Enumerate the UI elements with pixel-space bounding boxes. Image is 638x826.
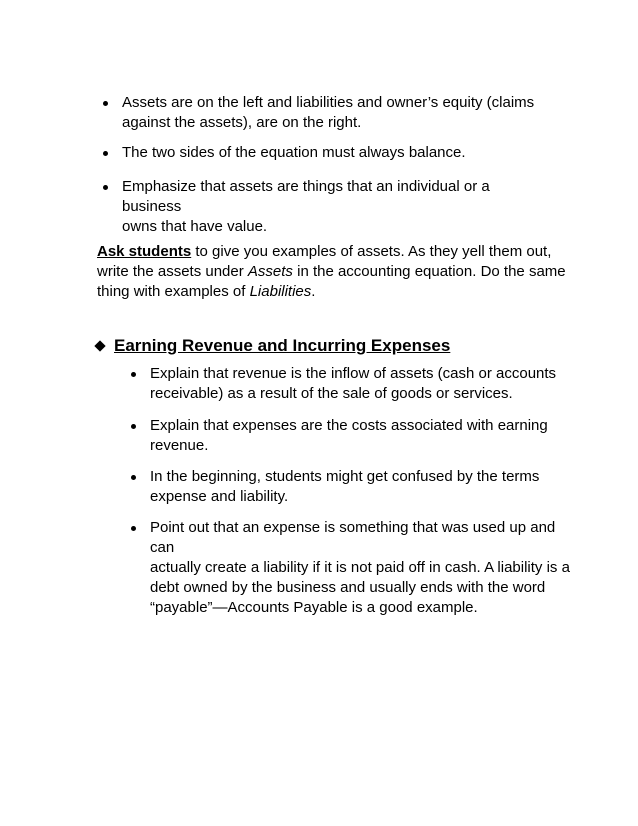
bullet-line: The two sides of the equation must always balance. bbox=[122, 144, 466, 161]
bullet-icon bbox=[103, 151, 108, 156]
bullet-line: expense and liability. bbox=[150, 488, 289, 505]
paragraph-text: in the accounting equation. Do the same bbox=[292, 263, 566, 280]
ask-students-paragraph bbox=[97, 242, 577, 302]
paragraph-text: thing with examples of bbox=[97, 283, 250, 300]
section-heading-row bbox=[95, 335, 595, 359]
bullet-icon bbox=[131, 475, 136, 480]
bullet-line: In the beginning, students might get confused by the terms bbox=[150, 468, 540, 485]
bullet-line: debt owned by the business and usually ends with the word bbox=[150, 579, 546, 596]
bullet-line: receivable) as a result of the sale of goods or services. bbox=[150, 385, 513, 402]
paragraph-text: write the assets under bbox=[97, 263, 248, 280]
paragraph-line bbox=[97, 262, 577, 282]
bullet-line: Point out that an expense is something that was used up and can bbox=[150, 519, 556, 556]
bullet-line: “payable”—Accounts Payable is a good example. bbox=[150, 599, 478, 616]
liabilities-term: Liabilities bbox=[249, 283, 312, 300]
bullet-icon bbox=[131, 372, 136, 377]
paragraph-text: to give you examples of assets. As they yell them out, bbox=[191, 243, 552, 260]
section-heading: Earning Revenue and Incurring Expenses bbox=[114, 336, 451, 355]
paragraph-line bbox=[97, 282, 577, 302]
ask-students-label: Ask students bbox=[97, 243, 192, 260]
bullet-icon bbox=[131, 424, 136, 429]
bullet-line: Assets are on the left and liabilities and owner’s equity (claims bbox=[122, 94, 535, 111]
bullet-icon bbox=[131, 526, 136, 531]
bullet-line: actually create a liability if it is not paid off in cash. A liability is a bbox=[150, 559, 570, 576]
bullet-line: Emphasize that assets are things that an individual or a business bbox=[122, 178, 490, 215]
bullet-line: against the assets), are on the right. bbox=[122, 114, 362, 131]
assets-term: Assets bbox=[247, 263, 293, 280]
bullet-line: Explain that expenses are the costs associated with earning bbox=[150, 417, 548, 434]
bullet-line: owns that have value. bbox=[122, 218, 268, 235]
paragraph-text: . bbox=[311, 283, 316, 300]
bullet-icon bbox=[103, 185, 108, 190]
diamond-bullet-icon bbox=[94, 340, 105, 351]
bullet-line: revenue. bbox=[150, 437, 209, 454]
bullet-line: Explain that revenue is the inflow of assets (cash or accounts bbox=[150, 365, 557, 382]
bullet-icon bbox=[103, 101, 108, 106]
paragraph-line bbox=[97, 242, 577, 262]
